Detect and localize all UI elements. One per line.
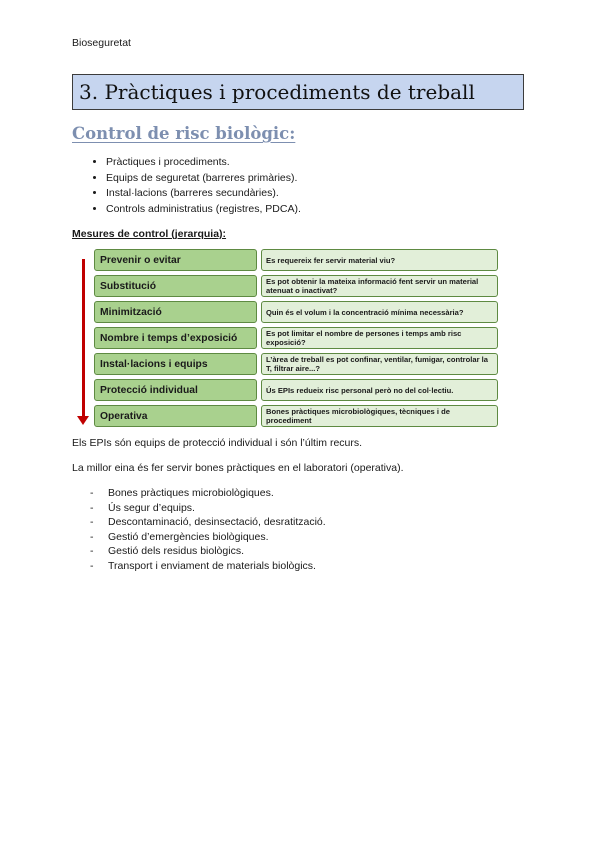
- hierarchy-level: Prevenir o evitar: [94, 249, 257, 271]
- hierarchy-level: Substitució: [94, 275, 257, 297]
- hierarchy-question: Quin és el volum i la concentració mínima necessària?: [261, 301, 498, 323]
- list-item: - Ús segur d’equips.: [88, 501, 326, 516]
- hierarchy-question: L’àrea de treball es pot confinar, ventilar, fumigar, controlar la T, filtrar aire...?: [261, 353, 498, 375]
- hierarchy-question: Es pot obtenir la mateixa informació fent servir un material atenuat o inactivat?: [261, 275, 498, 297]
- list-item: - Descontaminació, desinsectació, desratització.: [88, 515, 326, 530]
- list-item: - Transport i enviament de materials biològics.: [88, 559, 326, 574]
- hierarchy-level: Instal·lacions i equips: [94, 353, 257, 375]
- control-hierarchy-diagram: [72, 246, 502, 430]
- epi-paragraph: Els EPIs són equips de protecció individual i són l’últim recurs.: [72, 437, 363, 449]
- hierarchy-question: Es requereix fer servir material viu?: [261, 249, 498, 271]
- hierarchy-heading: Mesures de control (jerarquia):: [72, 228, 227, 240]
- practices-list: [88, 486, 326, 574]
- subtitle: Control de risc biològic:: [72, 124, 296, 143]
- list-item: • Equips de seguretat (barreres primàries).: [106, 171, 301, 187]
- best-tool-paragraph: La millor eina és fer servir bones pràctiques en el laboratori (operativa).: [72, 462, 404, 474]
- hierarchy-level: Minimització: [94, 301, 257, 323]
- down-arrow-icon: [77, 416, 89, 425]
- hierarchy-question: Es pot limitar el nombre de persones i temps amb risc exposició?: [261, 327, 498, 349]
- hierarchy-level: Nombre i temps d’exposició: [94, 327, 257, 349]
- hierarchy-level: Protecció individual: [94, 379, 257, 401]
- hierarchy-level: Operativa: [94, 405, 257, 427]
- list-item: • Pràctiques i procediments.: [106, 155, 301, 171]
- down-arrow-shaft: [82, 259, 85, 417]
- list-item: - Bones pràctiques microbiològiques.: [88, 486, 326, 501]
- list-item: • Controls administratius (registres, PDCA).: [106, 202, 301, 218]
- hierarchy-question: Ús EPIs redueix risc personal però no del col·lectiu.: [261, 379, 498, 401]
- section-title: 3. Pràctiques i procediments de treball: [72, 74, 524, 110]
- list-item: - Gestió dels residus biològics.: [88, 544, 326, 559]
- page-header: Bioseguretat: [72, 37, 131, 49]
- list-item: - Gestió d’emergències biològiques.: [88, 530, 326, 545]
- list-item: • Instal·lacions (barreres secundàries).: [106, 186, 301, 202]
- hierarchy-question: Bones pràctiques microbiològiques, tècniques i de procediment: [261, 405, 498, 427]
- control-list: [88, 155, 301, 217]
